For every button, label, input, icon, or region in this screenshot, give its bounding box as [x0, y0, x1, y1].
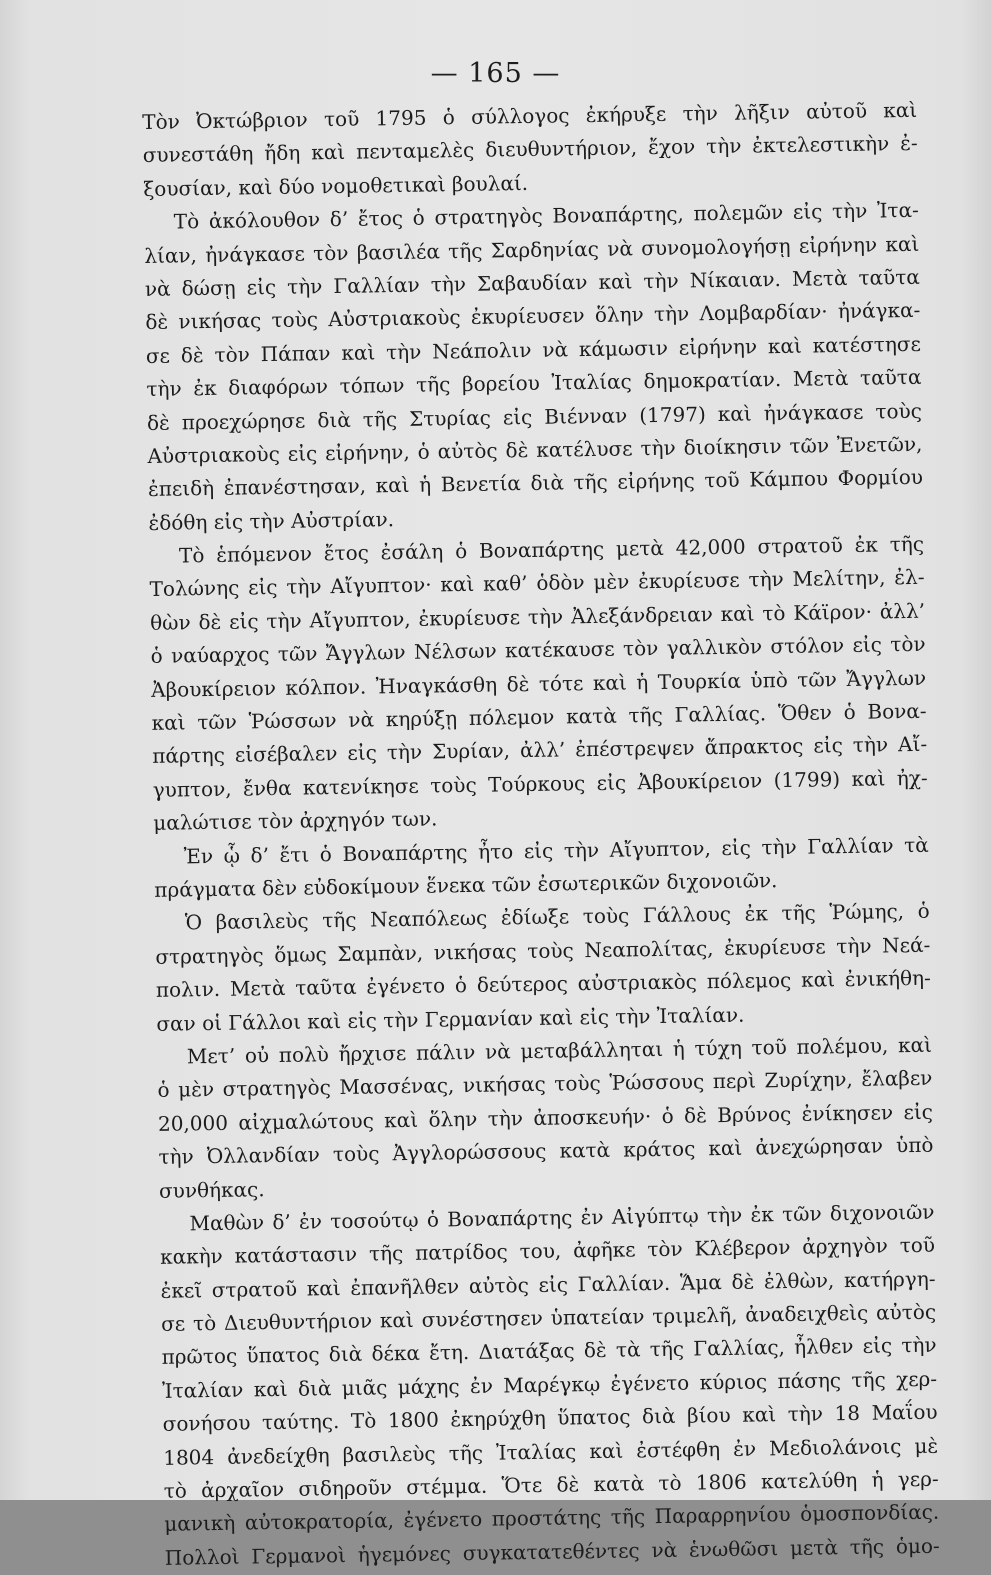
body-text: [142, 94, 940, 1575]
text-line: θὼν δὲ εἰς τὴν Αἴγυπτον, ἐκυρίευσε τὴν Ἀλεξάνδρειαν καὶ τὸ Κάϊρον· ἀλλ’: [149, 598, 926, 635]
text-line: σαν οἱ Γάλλοι καὶ εἰς τὴν Γερμανίαν καὶ εἰς τὴν Ἰταλίαν.: [156, 1002, 745, 1036]
text-line: Ἰταλίαν καὶ διὰ μιᾶς μάχης ἐν Μαρέγκῳ ἐγένετο κύριος πάσης τῆς χερ-: [161, 1366, 938, 1403]
text-line: δὲ νικήσας τοὺς Αὐστριακοὺς ἐκυρίευσεν ὅλην τὴν Λομβαρδίαν· ἠνάγκα-: [145, 298, 921, 335]
text-line: ὁ μὲν στρατηγὸς Μασσένας, νικήσας τοὺς Ῥώσσους περὶ Ζυρίχην, ἔλαβεν: [157, 1066, 933, 1103]
text-line: πολιν. Μετὰ ταῦτα ἐγένετο ὁ δεύτερος αὐστριακὸς πόλεμος καὶ ἐνικήθη-: [155, 965, 931, 1003]
text-line: τὸ ἀρχαῖον σιδηροῦν στέμμα. Ὅτε δὲ κατὰ τὸ 1806 κατελύθη ἡ γερ-: [163, 1466, 939, 1503]
text-line: γυπτον, ἔνθα κατενίκησε τοὺς Τούρκους εἰς Ἀβουκίρειον (1799) καὶ ἠχ-: [152, 765, 928, 802]
text-line: Πολλοὶ Γερμανοὶ ἡγεμόνες συγκατατεθέντες νὰ ἑνωθῶσι μετὰ τῆς ὁμο-: [164, 1533, 940, 1570]
text-line: Τὸ ἀκόλουθον δ’ ἔτος ὁ στρατηγὸς Βοναπάρτης, πολεμῶν εἰς τὴν Ἰτα-: [173, 197, 919, 234]
text-line: τὴν Ὀλλανδίαν τοὺς Ἀγγλορώσσους κατὰ κράτος καὶ ἀνεχώρησαν ὑπὸ: [158, 1132, 934, 1169]
text-line: σε δὲ τὸν Πάπαν καὶ τὴν Νεάπολιν νὰ κάμωσιν εἰρήνην καὶ κατέστησε: [145, 331, 922, 368]
text-line: Μαθὼν δ’ ἐν τοσούτῳ ὁ Βοναπάρτης ἐν Αἰγύπτῳ τὴν ἐκ τῶν διχονοιῶν: [189, 1199, 935, 1236]
text-line: Αὐστριακοὺς εἰς εἰρήνην, ὁ αὐτὸς δὲ κατέλυσε τὴν διοίκησιν τῶν Ἐνετῶν,: [147, 431, 923, 468]
text-line: συνεστάθη ἤδη καὶ πενταμελὲς διευθυντήριον, ἔχον τὴν ἐκτελεστικὴν ἐ-: [142, 131, 918, 168]
text-line: ὁ ναύαρχος τῶν Ἄγγλων Νέλσων κατέκαυσε τὸν γαλλικὸν στόλον εἰς τὸν: [150, 632, 926, 669]
text-line: Ὁ βασιλεὺς τῆς Νεαπόλεως ἐδίωξε τοὺς Γάλλους ἐκ τῆς Ῥώμης, ὁ: [184, 899, 930, 935]
text-line: ἐκεῖ στρατοῦ καὶ ἐπανῆλθεν αὐτὸς εἰς Γαλλίαν. Ἅμα δὲ ἐλθὼν, κατήργη-: [160, 1266, 936, 1303]
text-line: Ἐν ᾧ δ’ ἔτι ὁ Βοναπάρτης ἦτο εἰς τὴν Αἴγυπτον, εἰς τὴν Γαλλίαν τὰ: [183, 832, 929, 869]
text-line: Ἀβουκίρειον κόλπον. Ἠναγκάσθη δὲ τότε καὶ ἡ Τουρκία ὑπὸ τῶν Ἄγγλων: [150, 665, 927, 702]
text-line: πράγματα δὲν εὐδοκίμουν ἕνεκα τῶν ἐσωτερικῶν διχονοιῶν.: [154, 868, 778, 902]
text-line: στρατηγὸς ὅμως Σαμπὰν, νικήσας τοὺς Νεαπολίτας, ἐκυρίευσε τὴν Νεά-: [155, 932, 931, 969]
text-line: σε τὸ Διευθυντήριον καὶ συνέστησεν ὑπατείαν τριμελῆ, ἀναδειχθεὶς αὐτὸς: [160, 1299, 937, 1336]
text-line: νὰ δώσῃ εἰς τὴν Γαλλίαν τὴν Σαβαυδίαν καὶ τὴν Νίκαιαν. Μετὰ ταῦτα: [144, 264, 920, 301]
text-line: μαλώτισε τὸν ἀρχηγόν των.: [153, 806, 438, 836]
text-line: Μετ’ οὐ πολὺ ἤρχισε πάλιν νὰ μεταβάλληται ἡ τύχη τοῦ πολέμου, καὶ: [186, 1032, 933, 1069]
text-line: πάρτης εἰσέβαλεν εἰς τὴν Συρίαν, ἀλλ’ ἐπέστρεψεν ἄπρακτος εἰς τὴν Αἴ-: [152, 732, 928, 769]
text-line: ξουσίαν, καὶ δύο νομοθετικαὶ βουλαί.: [143, 170, 529, 201]
text-line: ἐδόθη εἰς τὴν Αὐστρίαν.: [148, 506, 395, 535]
text-line: πρῶτος ὕπατος διὰ δέκα ἔτη. Διατάξας δὲ τὰ τῆς Γαλλίας, ἦλθεν εἰς τὴν: [161, 1333, 937, 1370]
text-line: Τὸ ἑπόμενον ἔτος ἐσάλη ὁ Βοναπάρτης μετὰ 42,000 στρατοῦ ἐκ τῆς: [178, 531, 925, 568]
text-line: Τολώνης εἰς τὴν Αἴγυπτον· καὶ καθ’ ὁδὸν μὲν ἐκυρίευσε τὴν Μελίτην, ἐλ-: [149, 565, 925, 602]
text-line: δὲ προεχώρησε διὰ τῆς Στυρίας εἰς Βιένναν (1797) καὶ ἠνάγκασε τοὺς: [146, 398, 923, 435]
text-line: μανικὴ αὐτοκρατορία, ἐγένετο προστάτης τῆς Παραρρηνίου ὁμοσπονδίας.: [164, 1500, 940, 1537]
text-line: λίαν, ἠνάγκασε τὸν βασιλέα τῆς Σαρδηνίας νὰ συνομολογήσῃ εἰρήνην καὶ: [144, 231, 920, 268]
text-line: 1804 ἀνεδείχθη βασιλεὺς τῆς Ἰταλίας καὶ ἐστέφθη ἐν Μεδιολάνοις μὲ: [163, 1433, 939, 1470]
page-number: — 165 —: [430, 58, 561, 89]
text-line: Τὸν Ὀκτώβριον τοῦ 1795 ὁ σύλλογος ἐκήρυξε τὴν λῆξιν αὐτοῦ καὶ: [142, 97, 918, 134]
text-line: συνθήκας.: [158, 1176, 265, 1203]
text-line: ἐπειδὴ ἐπανέστησαν, καὶ ἡ Βενετία διὰ τῆς εἰρήνης τοῦ Κάμπου Φορμίου: [147, 465, 924, 502]
text-line: κακὴν κατάστασιν τῆς πατρίδος του, ἀφῆκε τὸν Κλέβερον ἀρχηγὸν τοῦ: [159, 1232, 936, 1270]
text-line: σονήσου ταύτης. Τὸ 1800 ἐκηρύχθη ὕπατος διὰ βίου καὶ τὴν 18 Μαΐου: [162, 1399, 938, 1437]
text-line: καὶ τῶν Ῥώσσων νὰ κηρύξῃ πόλεμον κατὰ τῆς Γαλλίας. Ὅθεν ὁ Βονα-: [151, 698, 927, 735]
text-line: 20,000 αἰχμαλώτους καὶ ὅλην τὴν ἀποσκευήν· ὁ δὲ Βρύνος ἐνίκησεν εἰς: [157, 1099, 934, 1136]
text-line: τὴν ἐκ διαφόρων τόπων τῆς βορείου Ἰταλίας δημοκρατίαν. Μετὰ ταῦτα: [146, 364, 922, 402]
